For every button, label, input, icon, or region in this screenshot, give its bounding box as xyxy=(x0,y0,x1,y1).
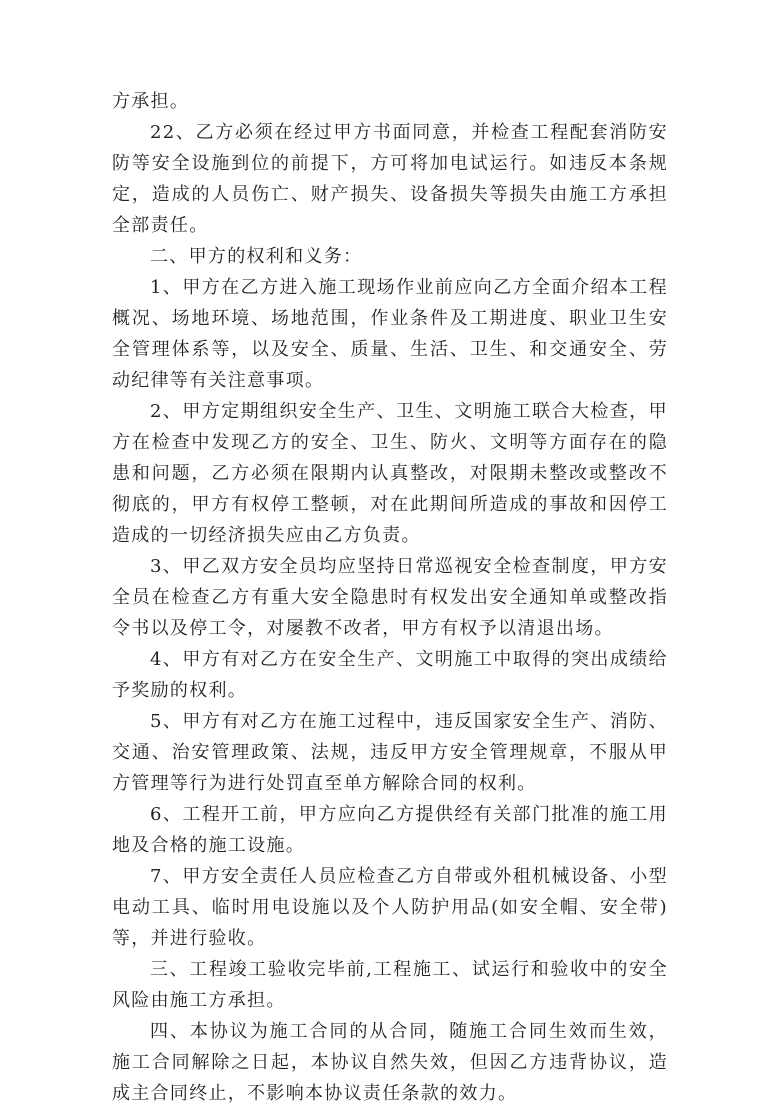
section-heading-party-a-rights: 二、甲方的权利和义务： xyxy=(150,246,363,267)
document-body xyxy=(112,86,668,1109)
paragraph-continuation: 方承担。 xyxy=(112,91,190,112)
paragraph-item-7: 7、甲方安全责任人员应检查乙方自带或外租机械设备、小型电动工具、临时用电设施以及个人防护用品(如安全帽、安全带)等，并进行验收。 xyxy=(112,866,668,949)
paragraph-item-5: 5、甲方有对乙方在施工过程中，违反国家安全生产、消防、交通、治安管理政策、法规，违反甲方安全管理规章，不服从甲方管理等行为进行处罚直至单方解除合同的权利。 xyxy=(112,711,668,794)
paragraph-item-2: 2、甲方定期组织安全生产、卫生、文明施工联合大检查，甲方在检查中发现乙方的安全、卫生、防火、文明等方面存在的隐患和问题，乙方必须在限期内认真整改，对限期未整改或整改不彻底的，甲方有权停工整顿，对在此期间所造成的事故和因停工造成的一切经济损失应由乙方负责。 xyxy=(112,401,668,546)
paragraph-item-3: 3、甲乙双方安全员均应坚持日常巡视安全检查制度，甲方安全员在检查乙方有重大安全隐患时有权发出安全通知单或整改指令书以及停工令，对屡教不改者，甲方有权予以清退出场。 xyxy=(112,556,668,639)
section-four-paragraph: 四、本协议为施工合同的从合同，随施工合同生效而生效，施工合同解除之日起，本协议自然失效，但因乙方违背协议，造成主合同终止，不影响本协议责任条款的效力。 xyxy=(112,1021,668,1104)
paragraph-item-4: 4、甲方有对乙方在安全生产、文明施工中取得的突出成绩给予奖励的权利。 xyxy=(112,649,668,701)
section-three-paragraph: 三、工程竣工验收完毕前,工程施工、试运行和验收中的安全风险由施工方承担。 xyxy=(112,959,668,1011)
paragraph-item-1: 1、甲方在乙方进入施工现场作业前应向乙方全面介绍本工程概况、场地环境、场地范围，作业条件及工期进度、职业卫生安全管理体系等，以及安全、质量、生活、卫生、和交通安全、劳动纪律等有关注意事项。 xyxy=(112,277,668,391)
paragraph-item-6: 6、工程开工前，甲方应向乙方提供经有关部门批准的施工用地及合格的施工设施。 xyxy=(112,804,668,856)
paragraph-clause-22: 22、乙方必须在经过甲方书面同意，并检查工程配套消防安防等安全设施到位的前提下，方可将加电试运行。如违反本条规定，造成的人员伤亡、财产损失、设备损失等损失由施工方承担全部责任。 xyxy=(112,122,668,236)
